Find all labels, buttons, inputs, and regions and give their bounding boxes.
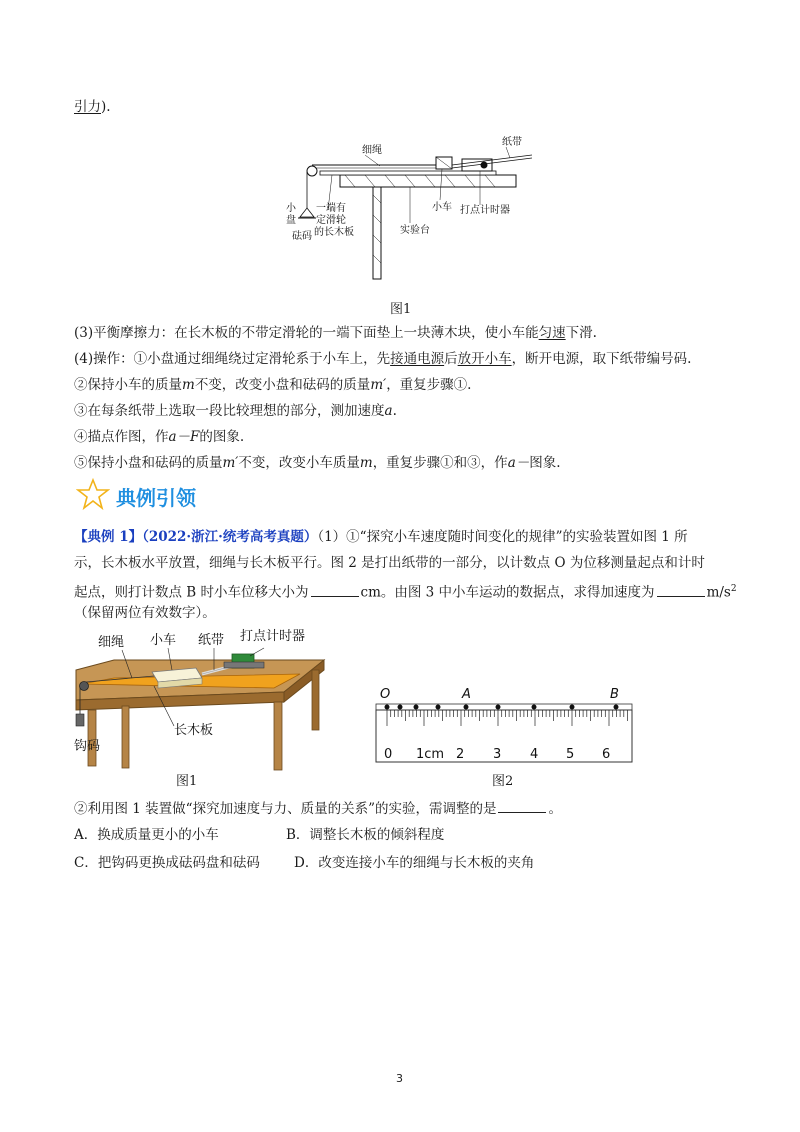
figure1-apparatus-diagram	[270, 135, 540, 285]
option-b-text: B．调整长木板的倾斜程度	[286, 827, 445, 843]
step-5	[74, 376, 471, 394]
step-4-underlined-2: 放开小车	[457, 351, 512, 367]
step-6-text: ③在每条纸带上选取一段比较理想的部分，测加速度	[74, 403, 385, 419]
example-line-2	[74, 554, 705, 572]
step-7-text: ④描点作图，作	[74, 429, 169, 445]
step-3-end: 下滑.	[565, 325, 597, 341]
option-c[interactable]	[74, 854, 260, 872]
example-tag: 【典例 1】	[74, 529, 143, 545]
step-8-var: a－	[507, 455, 530, 471]
fig2-tick-2: 2	[456, 747, 465, 762]
fig1-label-board2: 定滑轮	[316, 215, 346, 226]
question-2	[74, 800, 562, 818]
fig1-label-board3: 的长木板	[314, 227, 354, 238]
step-4	[74, 350, 691, 368]
example-line-3	[74, 580, 737, 602]
step-5-text: ②保持小车的质量	[74, 377, 182, 393]
example-line-3-text: 起点，则打计数点 B 时小车位移大小为	[74, 584, 309, 601]
step-6	[74, 402, 397, 420]
step-5-end: ，重复步骤①.	[386, 377, 472, 393]
ex-fig1-label-board: 长木板	[174, 723, 214, 738]
step-3	[74, 324, 597, 342]
fig1-label-table: 实验台	[400, 225, 430, 236]
option-a-text: A．换成质量更小的小车	[74, 827, 219, 843]
fig2-point-A: A	[462, 687, 471, 702]
step-6-var-a: a	[384, 403, 393, 419]
ex-fig1-label-weight: 钩码	[74, 739, 101, 754]
star-icon	[76, 478, 110, 510]
step-8	[74, 454, 561, 472]
fig2-tick-0: 0	[384, 747, 393, 762]
example-line-2-text: 示，长木板水平放置，细绳与长木板平行。图 2 是打出纸带的一部分，以计数点 O 为位移测量起点和计时	[74, 555, 705, 571]
fig1-label-weights: 砝码	[292, 231, 312, 242]
step-8-var-m: m	[359, 455, 373, 471]
example-line-3-sup: 2	[730, 584, 737, 594]
answer-blank-2[interactable]	[657, 584, 705, 597]
fig1-label-cart: 小车	[432, 202, 452, 213]
step-8-mid: 不变，改变小车质量	[238, 455, 360, 471]
example-line-3-unit: m/s	[706, 584, 731, 601]
step-8-mid2: ，重复步骤①和③，作	[372, 455, 508, 471]
fig2-point-O: O	[380, 687, 391, 702]
step-4-mid: 后	[444, 351, 458, 367]
step-4-underlined-1: 接通电源	[390, 351, 445, 367]
example-line-4	[74, 604, 216, 622]
figure1-caption: 图1	[390, 302, 412, 317]
step-7	[74, 428, 244, 446]
fig2-point-B: B	[610, 687, 619, 702]
answer-blank-3[interactable]	[498, 800, 546, 813]
fig1-label-tray1: 小	[286, 203, 296, 214]
top-fragment-end: ).	[101, 99, 111, 115]
example-source: （2022·浙江·统考高考真题）	[142, 529, 318, 545]
fig2-tick-1cm: 1cm	[416, 747, 445, 762]
step-6-end: .	[392, 403, 397, 419]
example-figure1-apparatus	[74, 622, 334, 782]
fig2-tick-5: 5	[566, 747, 575, 762]
ex-fig1-label-tape: 纸带	[198, 633, 225, 648]
ex-fig1-label-rope: 细绳	[98, 635, 125, 650]
fig2-tick-6: 6	[602, 747, 611, 762]
example-figure2-ruler	[370, 680, 636, 772]
step-5-var-m: m	[182, 377, 195, 393]
fig2-tick-3: 3	[493, 747, 502, 762]
fig1-label-timer: 打点计时器	[460, 205, 510, 216]
ex-fig1-label-timer: 打点计时器	[240, 629, 306, 644]
fig1-label-rope: 细绳	[362, 145, 382, 156]
option-a[interactable]	[74, 826, 219, 844]
section-title: 典例引领	[116, 486, 196, 510]
option-d[interactable]	[294, 854, 534, 872]
example-figure2-caption: 图2	[492, 774, 514, 789]
option-b[interactable]	[286, 826, 444, 844]
example-line-3-mid: cm。由图 3 中小车运动的数据点，求得加速度为	[360, 584, 655, 601]
step-8-text: ⑤保持小盘和砝码的质量	[74, 455, 223, 471]
question-2-end: 。	[548, 801, 562, 817]
page-number: 3	[396, 1072, 403, 1085]
top-fragment-underlined: 引力	[74, 99, 101, 115]
step-4-end: ，断开电源，取下纸带编号码.	[511, 351, 692, 367]
example-line-1-text: （1）①“探究小车速度随时间变化的规律”的实验装置如图 1 所	[317, 529, 688, 545]
example-line-4-text: （保留两位有效数字）。	[74, 605, 216, 621]
step-3-underlined: 匀速	[538, 325, 566, 341]
fig1-label-board1: 一端有	[316, 203, 346, 214]
step-7-var: a－F	[168, 429, 200, 445]
fig2-tick-4: 4	[530, 747, 539, 762]
ex-fig1-label-cart: 小车	[150, 633, 177, 648]
step-5-var-m2: m′	[370, 377, 387, 393]
step-8-end: 图象.	[529, 455, 561, 471]
option-c-text: C．把钩码更换成砝码盘和砝码	[74, 855, 260, 871]
step-3-text: (3)平衡摩擦力：在长木板的不带定滑轮的一端下面垫上一块薄木块，使小车能	[74, 325, 539, 341]
answer-blank-1[interactable]	[311, 584, 359, 597]
example-figure1-caption: 图1	[176, 774, 198, 789]
question-2-text: ②利用图 1 装置做“探究加速度与力、质量的关系”的实验，需调整的是	[74, 801, 497, 817]
step-7-end: 的图象.	[199, 429, 245, 445]
example-line-1	[74, 528, 688, 546]
top-fragment	[74, 98, 111, 116]
fig1-label-tray2: 盘	[286, 215, 296, 226]
step-4-text: (4)操作：①小盘通过细绳绕过定滑轮系于小车上，先	[74, 351, 391, 367]
step-8-var-m2: m′	[222, 455, 239, 471]
step-5-mid: 不变，改变小盘和砝码的质量	[194, 377, 371, 393]
fig1-label-tape: 纸带	[502, 137, 522, 148]
option-d-text: D．改变连接小车的细绳与长木板的夹角	[294, 855, 535, 871]
